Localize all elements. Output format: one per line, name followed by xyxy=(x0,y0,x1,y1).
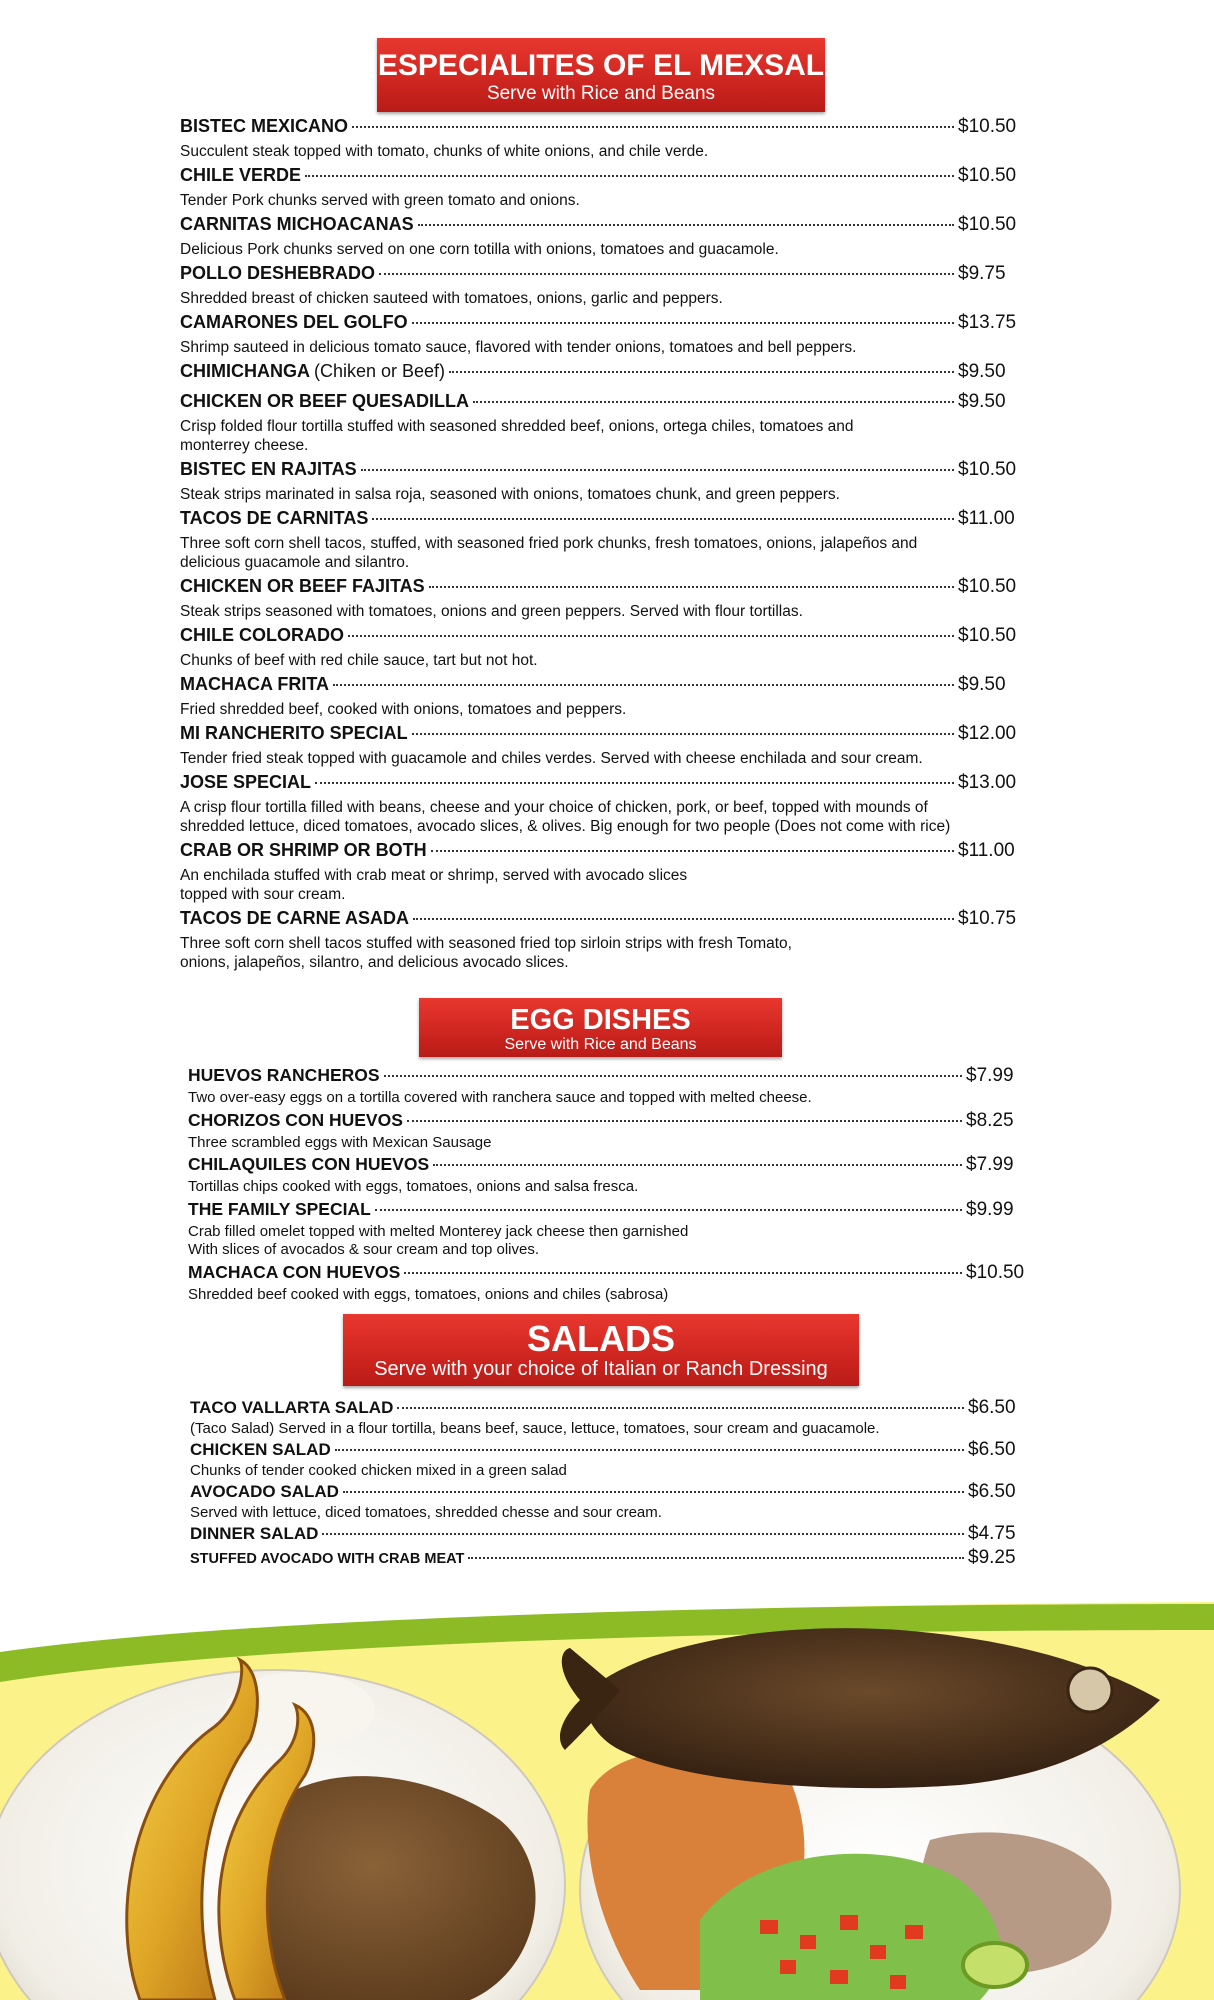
menu-item-name: BISTEC EN RAJITAS xyxy=(180,459,357,479)
menu-item-description: Shrimp sauteed in delicious tomato sauce, flavored with tender onions, tomatoes and bell peppers. xyxy=(180,339,857,356)
dot-leader xyxy=(473,401,954,403)
menu-item xyxy=(190,1481,1040,1522)
dot-leader xyxy=(375,1209,962,1211)
menu-item-description: Two over-easy eggs on a tortilla covered with ranchera sauce and topped with melted cheese. xyxy=(188,1089,812,1106)
menu-item-name: STUFFED AVOCADO WITH CRAB MEAT xyxy=(190,1551,465,1567)
menu-item-price: $9.50 xyxy=(958,391,1006,412)
menu-item xyxy=(180,508,1030,572)
menu-item xyxy=(180,840,1030,904)
menu-item-price: $12.00 xyxy=(958,723,1017,744)
menu-item-description: Crab filled omelet topped with melted Monterey jack cheese then garnished With slices of avocados & sour cream and top olives. xyxy=(188,1222,689,1258)
menu-item-price: $11.00 xyxy=(958,840,1015,861)
dot-leader xyxy=(412,322,954,324)
section-title: EGG DISHES xyxy=(510,1004,691,1036)
menu-item-row xyxy=(180,116,1030,142)
menu-item-name: CHILE COLORADO xyxy=(180,625,344,645)
menu-item-price: $10.50 xyxy=(958,116,1017,137)
dot-leader xyxy=(315,782,954,784)
menu-item-description: An enchilada stuffed with crab meat or shrimp, served with avocado slices topped with sour cream. xyxy=(180,867,688,903)
menu-item-price: $10.50 xyxy=(958,165,1017,186)
dot-leader xyxy=(433,1164,962,1166)
egg-dishes-banner xyxy=(419,998,782,1057)
menu-item xyxy=(190,1397,1040,1438)
menu-item xyxy=(188,1262,1038,1305)
menu-item-name: CHICKEN OR BEEF FAJITAS xyxy=(180,576,425,596)
menu-item-description: Three soft corn shell tacos stuffed with seasoned fried top sirloin strips with fresh Tomato, onions, jalapeños, silantro, and delicious avocado slices. xyxy=(180,935,792,971)
dot-leader xyxy=(418,224,954,226)
menu-item-name: CHIMICHANGA xyxy=(180,361,310,381)
dot-leader xyxy=(429,586,954,588)
menu-item-name: DINNER SALAD xyxy=(190,1524,319,1543)
menu-item-row xyxy=(180,391,1030,417)
menu-item-description: Succulent steak topped with tomato, chunks of white onions, and chile verde. xyxy=(180,143,709,160)
menu-item-row xyxy=(180,165,1030,191)
dot-leader xyxy=(413,918,954,920)
menu-item-name: BISTEC MEXICANO xyxy=(180,116,349,136)
menu-item xyxy=(188,1154,1038,1197)
menu-item-row xyxy=(180,625,1030,651)
menu-item-row xyxy=(180,214,1030,240)
menu-item-name: JOSE SPECIAL xyxy=(180,772,312,792)
menu-item-name: CHORIZOS CON HUEVOS xyxy=(188,1109,403,1130)
menu-item-row xyxy=(180,508,1030,534)
menu-item-description: Fried shredded beef, cooked with onions, tomatoes and peppers. xyxy=(180,701,627,718)
menu-item-price: $9.50 xyxy=(958,674,1006,695)
dot-leader xyxy=(305,175,954,177)
menu-item xyxy=(180,908,1030,972)
menu-item xyxy=(188,1110,1038,1153)
menu-item-name: THE FAMILY SPECIAL xyxy=(188,1198,371,1219)
specialties-list xyxy=(180,116,1030,976)
menu-item-price: $10.75 xyxy=(958,908,1017,929)
menu-item xyxy=(188,1199,1038,1260)
menu-item-row xyxy=(180,263,1030,289)
menu-item-row xyxy=(180,723,1030,749)
food-photos xyxy=(0,1590,1214,2000)
dot-leader xyxy=(468,1557,964,1559)
menu-item-description: Chunks of beef with red chile sauce, tart but not hot. xyxy=(180,652,538,669)
menu-item-name: CHICKEN SALAD xyxy=(190,1440,331,1459)
menu-item-row xyxy=(180,674,1030,700)
menu-item-row xyxy=(190,1397,1040,1420)
menu-item-name: POLLO DESHEBRADO xyxy=(180,263,376,283)
menu-item-row xyxy=(188,1262,1038,1286)
menu-item-price: $13.75 xyxy=(958,312,1017,333)
menu-item-name: AVOCADO SALAD xyxy=(190,1482,339,1501)
menu-item-description: A crisp flour tortilla filled with beans, cheese and your choice of chicken, pork, or beef, topped with mounds of shredded lettuce, diced tomatoes, avocado slices, & olives. Big enough for two people (Does not come with rice) xyxy=(180,799,951,835)
menu-item-row xyxy=(190,1547,1040,1570)
fish-eye xyxy=(1068,1668,1112,1712)
menu-item-row xyxy=(180,361,1030,387)
menu-item xyxy=(180,625,1030,670)
menu-item-row xyxy=(180,840,1030,866)
menu-item-description: Steak strips seasoned with tomatoes, onions and green peppers. Served with flour tortillas. xyxy=(180,603,803,620)
menu-item-price: $6.50 xyxy=(968,1481,1016,1502)
menu-item xyxy=(180,116,1030,161)
menu-item-description: (Taco Salad) Served in a flour tortilla, beans beef, sauce, lettuce, tomatoes, sour cream and guacamole. xyxy=(190,1420,880,1437)
menu-item-price: $6.50 xyxy=(968,1397,1016,1418)
menu-item-name: CHILE VERDE xyxy=(180,165,302,185)
menu-item-row xyxy=(180,312,1030,338)
menu-item xyxy=(180,459,1030,504)
dot-leader xyxy=(449,371,954,373)
menu-item-price: $9.50 xyxy=(958,361,1006,382)
salads-list xyxy=(190,1397,1040,1571)
section-subtitle: Serve with your choice of Italian or Ranch Dressing xyxy=(374,1358,828,1380)
menu-item-name: HUEVOS RANCHEROS xyxy=(188,1065,380,1085)
menu-item-row xyxy=(188,1110,1038,1134)
menu-item-name: TACOS DE CARNE ASADA xyxy=(180,908,410,928)
menu-item-row xyxy=(180,908,1030,934)
menu-item-price: $13.00 xyxy=(958,772,1017,793)
menu-item-description: Crisp folded flour tortilla stuffed with seasoned shredded beef, onions, ortega chiles, tomatoes and monterrey cheese. xyxy=(180,418,854,454)
menu-item-description: Chunks of tender cooked chicken mixed in a green salad xyxy=(190,1462,567,1479)
menu-item-row xyxy=(188,1154,1038,1178)
menu-item xyxy=(180,576,1030,621)
dot-leader xyxy=(361,469,954,471)
menu-item xyxy=(190,1523,1040,1546)
section-title: ESPECIALITES OF EL MEXSAL xyxy=(377,49,825,82)
menu-item xyxy=(180,391,1030,455)
dot-leader xyxy=(343,1491,964,1493)
menu-item-description: Delicious Pork chunks served on one corn totilla with onions, tomatoes and guacamole. xyxy=(180,241,779,258)
menu-item-name: MACHACA CON HUEVOS xyxy=(188,1261,401,1282)
menu-item-row xyxy=(188,1199,1038,1223)
menu-item xyxy=(180,361,1030,387)
dot-leader xyxy=(412,733,954,735)
dot-leader xyxy=(431,850,954,852)
dot-leader xyxy=(404,1272,962,1274)
menu-item-description: Shredded breast of chicken sauteed with tomatoes, onions, garlic and peppers. xyxy=(180,290,723,307)
menu-item-note: (Chiken or Beef) xyxy=(314,361,446,381)
egg-dishes-list xyxy=(188,1065,1038,1306)
section-subtitle: Serve with Rice and Beans xyxy=(486,83,716,104)
menu-item xyxy=(188,1065,1038,1108)
menu-item xyxy=(180,772,1030,836)
menu-item-row xyxy=(190,1481,1040,1504)
dot-leader xyxy=(348,635,954,637)
menu-item-name: CARNITAS MICHOACANAS xyxy=(180,214,414,234)
menu-item-row xyxy=(188,1065,1038,1089)
menu-item xyxy=(180,214,1030,259)
dot-leader xyxy=(335,1449,964,1451)
dot-leader xyxy=(379,273,954,275)
menu-item-price: $9.99 xyxy=(966,1198,1014,1220)
menu-item-name: CRAB OR SHRIMP OR BOTH xyxy=(180,840,427,860)
lime-wedge xyxy=(963,1943,1027,1987)
salads-banner xyxy=(343,1314,859,1386)
menu-item-row xyxy=(190,1523,1040,1546)
menu-item-description: Steak strips marinated in salsa roja, seasoned with onions, tomatoes chunk, and green peppers. xyxy=(180,486,840,503)
menu-item-price: $9.75 xyxy=(958,263,1006,284)
menu-item-name: MI RANCHERITO SPECIAL xyxy=(180,723,408,743)
menu-item-description: Tender fried steak topped with guacamole and chiles verdes. Served with cheese enchilada and sour cream. xyxy=(180,750,923,767)
menu-item-price: $10.50 xyxy=(958,459,1017,480)
menu-item xyxy=(180,723,1030,768)
menu-item-price: $4.75 xyxy=(968,1523,1016,1544)
menu-item-price: $10.50 xyxy=(958,214,1017,235)
menu-item-name: MACHACA FRITA xyxy=(180,674,329,694)
menu-item xyxy=(180,312,1030,357)
menu-item-row xyxy=(180,459,1030,485)
menu-item-price: $8.25 xyxy=(966,1109,1014,1131)
menu-item xyxy=(180,165,1030,210)
menu-item-name: CHICKEN OR BEEF QUESADILLA xyxy=(180,391,470,411)
menu-item-price: $10.50 xyxy=(958,576,1017,597)
dot-leader xyxy=(372,518,954,520)
menu-item-price: $9.25 xyxy=(968,1547,1016,1568)
menu-item xyxy=(180,263,1030,308)
menu-item-description: Tortillas chips cooked with eggs, tomatoes, onions and salsa fresca. xyxy=(188,1178,639,1195)
dot-leader xyxy=(333,684,954,686)
menu-item-description: Shredded beef cooked with eggs, tomatoes, onions and chiles (sabrosa) xyxy=(188,1285,669,1303)
menu-item-row xyxy=(180,772,1030,798)
dot-leader xyxy=(352,126,954,128)
dot-leader xyxy=(384,1075,962,1077)
menu-item-price: $7.99 xyxy=(966,1065,1014,1086)
menu-item-price: $10.50 xyxy=(966,1261,1025,1283)
menu-item-price: $11.00 xyxy=(958,508,1015,529)
menu-item-name: TACOS DE CARNITAS xyxy=(180,508,369,528)
menu-item-price: $10.50 xyxy=(958,625,1017,646)
menu-item-description: Three scrambled eggs with Mexican Sausage xyxy=(188,1133,492,1151)
menu-item-name: TACO VALLARTA SALAD xyxy=(190,1398,394,1417)
menu-item-row xyxy=(180,576,1030,602)
menu-item-price: $7.99 xyxy=(966,1154,1014,1175)
menu-item-description: Served with lettuce, diced tomatoes, shredded chesse and sour cream. xyxy=(190,1504,662,1521)
food-photo-illustration xyxy=(0,1590,1214,2000)
specialties-banner xyxy=(377,38,825,112)
menu-item-name: CAMARONES DEL GOLFO xyxy=(180,312,408,332)
dot-leader xyxy=(322,1533,964,1535)
menu-item xyxy=(180,674,1030,719)
menu-item-price: $6.50 xyxy=(968,1439,1016,1460)
menu-item-description: Tender Pork chunks served with green tomato and onions. xyxy=(180,192,580,209)
menu-item-row xyxy=(190,1439,1040,1462)
menu-item xyxy=(190,1439,1040,1480)
dot-leader xyxy=(397,1407,964,1409)
section-subtitle: Serve with Rice and Beans xyxy=(504,1036,697,1053)
section-title: SALADS xyxy=(526,1318,675,1359)
menu-item-name: CHILAQUILES CON HUEVOS xyxy=(188,1154,430,1174)
menu-item-description: Three soft corn shell tacos, stuffed, with seasoned fried pork chunks, fresh tomatoes, onions, jalapeños and delicious guacamole and silantro. xyxy=(180,535,918,571)
menu-item xyxy=(190,1547,1040,1570)
dot-leader xyxy=(407,1120,962,1122)
